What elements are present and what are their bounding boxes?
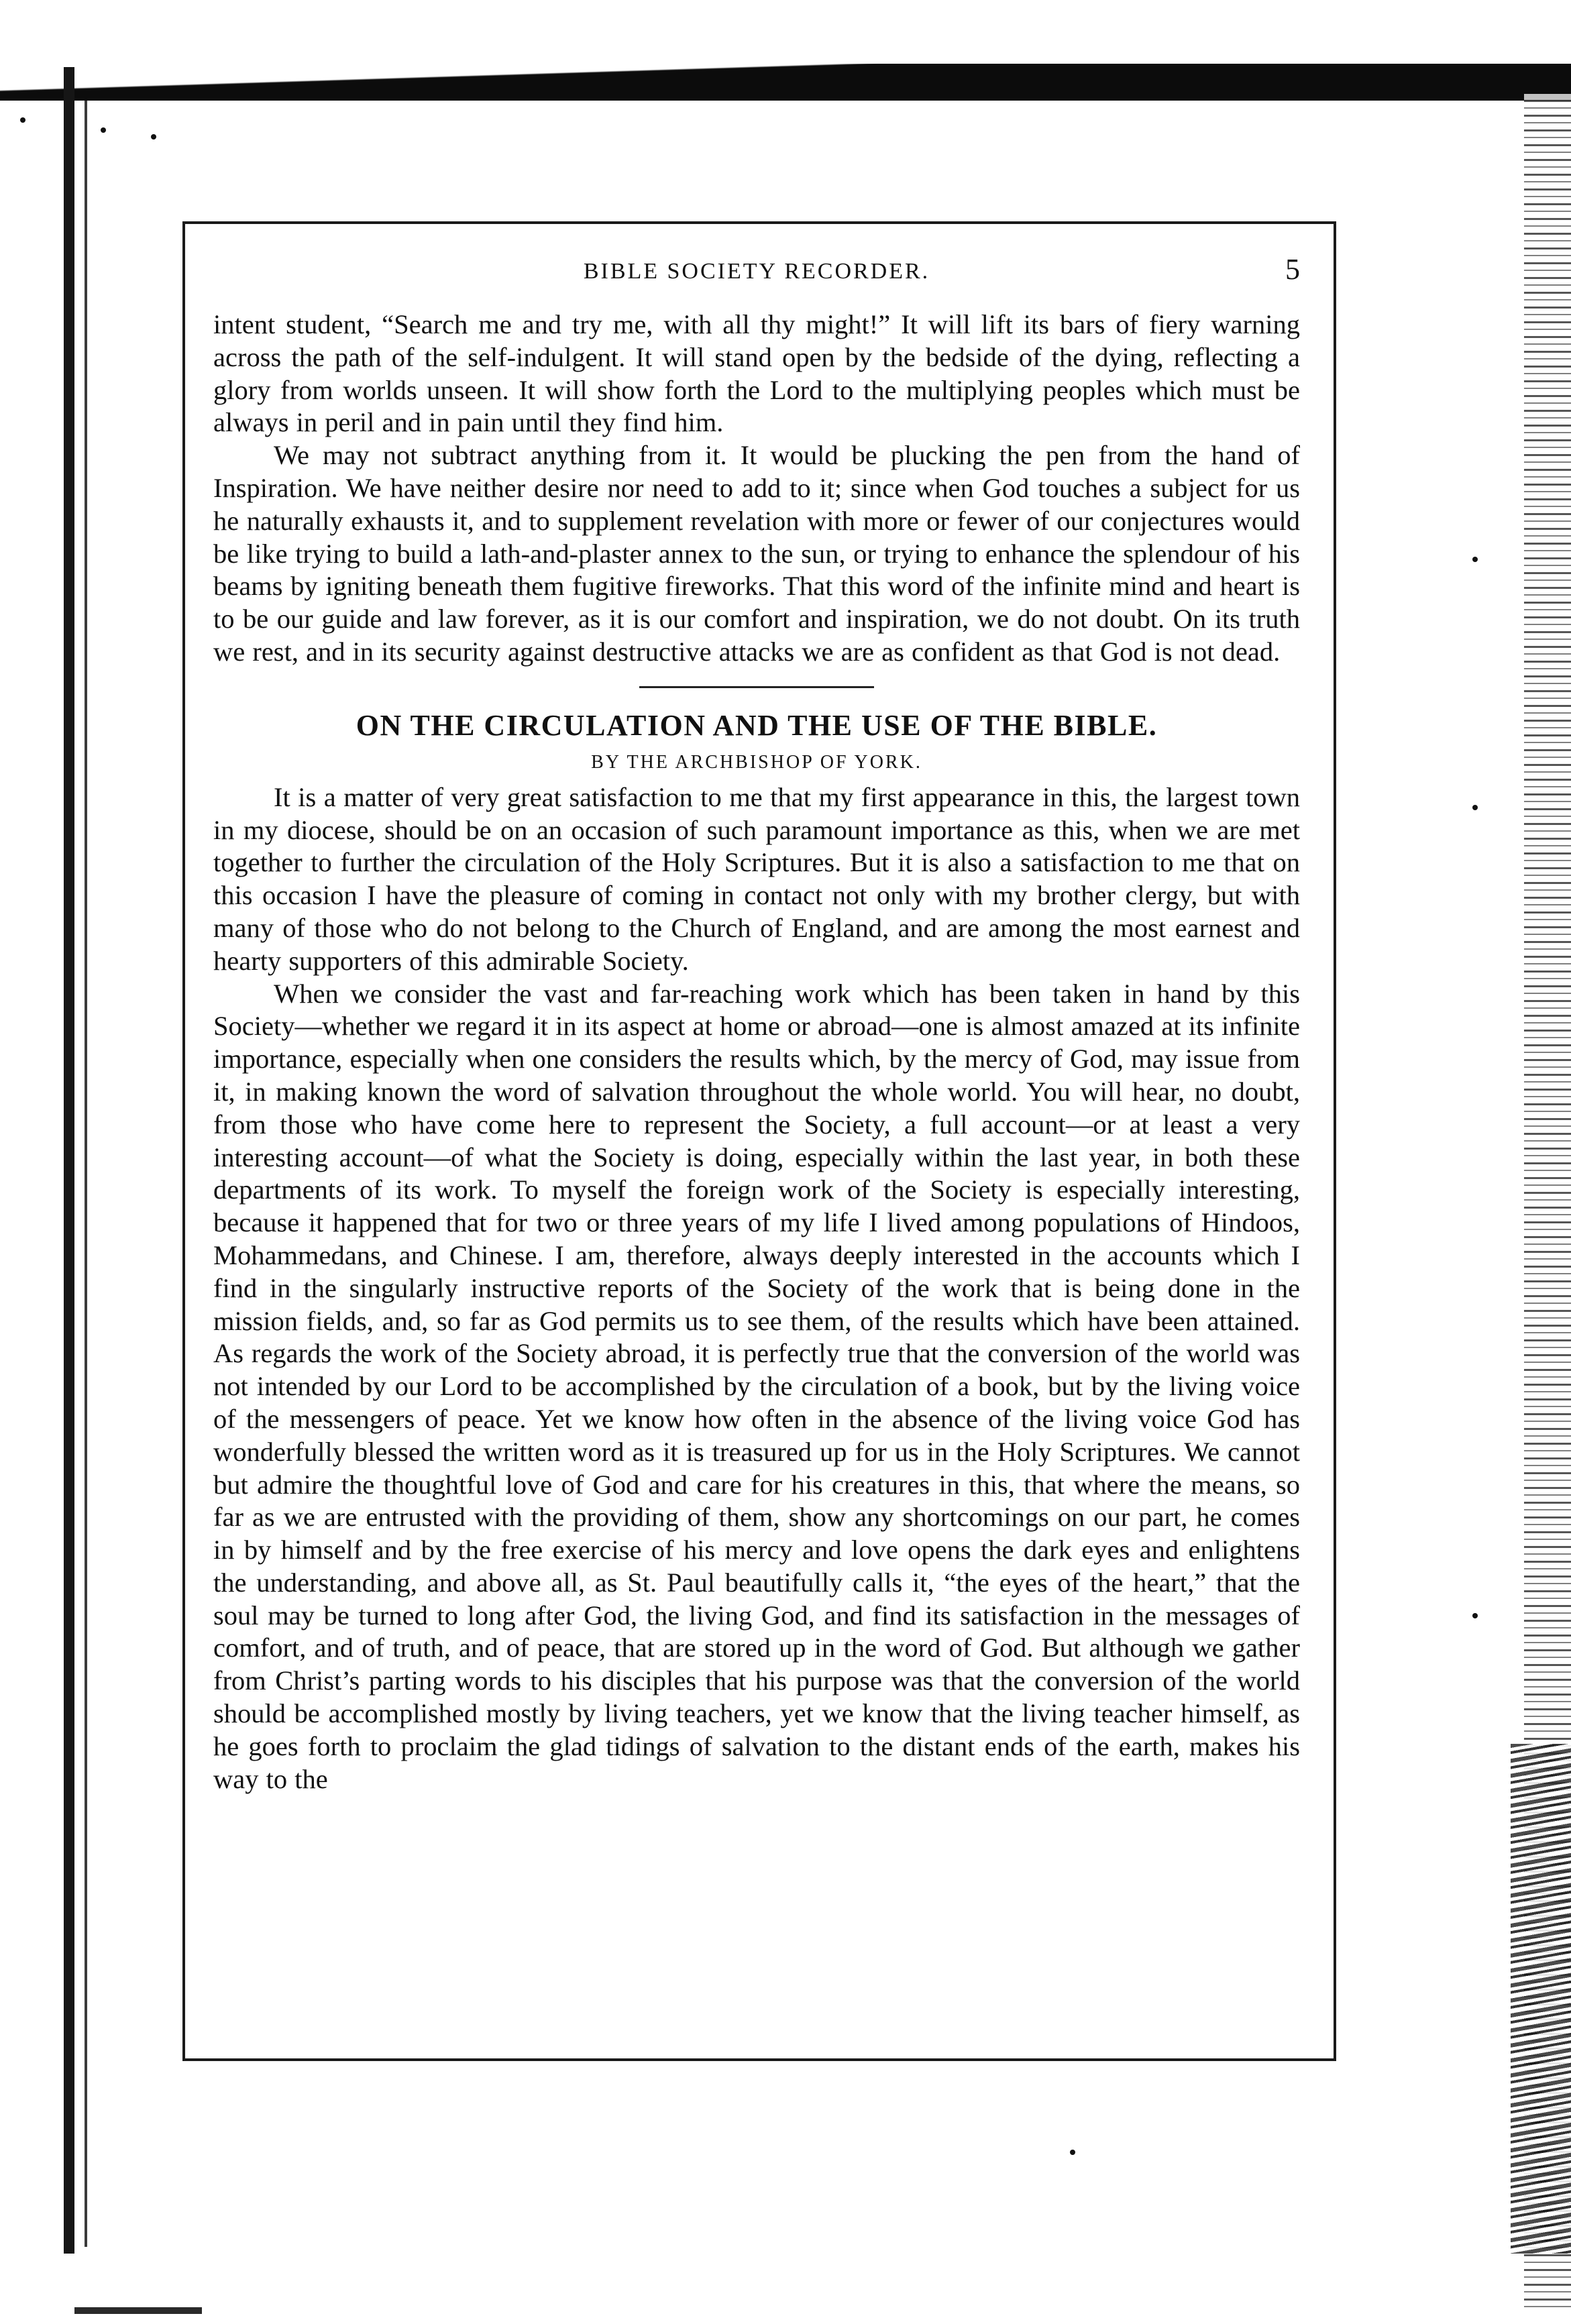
scan-speck bbox=[20, 117, 25, 123]
article-byline: BY THE ARCHBISHOP OF YORK. bbox=[591, 751, 922, 773]
article-paragraph: When we consider the vast and far-reaching work which has been taken in hand by this Society—whether we regard it in its aspect at home or abroad—one is almost amazed at its infinite importance, especially when one considers the results which, by the mercy of God, may issue from it, in making known the word of salvation throughout the whole world. You will hear, no doubt, from those who have come here to represent the Society, a full account—or at least a very interesting account—of what the Society is doing, especially within the last year, in both these departments of its work. To myself the foreign work of the Society is especially interesting, because it happened that for two or three years of my life I lived among populations of Hindoos, Mohammedans, and Chinese. I am, therefore, always deeply interested in the accounts which I find in the singularly instructive reports of the Society of the work that is being done in the mission fields, and, so far as God permits us to see them, of the results which have been attained. As regards the work of the Society abroad, it is perfectly true that the conversion of the world was not intended by our Lord to be accomplished by the circulation of a book, but by the living voice of the messengers of peace. Yet we know how often in the absence of the living voice God has wonderfully blessed the written word as it is treasured up for us in the Holy Scriptures. We cannot but admire the thoughtful love of God and care for his creatures in this, that where the means, so far as we are entrusted with the providing of them, show any shortcomings on our part, he comes in by himself and by the free exercise of his mercy and love opens the dark eyes and enlightens the understanding, and above all, as St. Paul beautifully calls it, “the eyes of the heart,” that the soul may be turned to long after God, the living God, and find its satisfaction in the messages of comfort, and of truth, and of peace, that are stored up in the word of God. But although we gather from Christ’s parting words to his disciples that his purpose was that the conversion of the world should be accomplished mostly by living teachers, yet we know that the living teacher himself, as he goes forth to proclaim the glad tidings of salvation to the distant ends of the earth, makes his way to the bbox=[213, 978, 1300, 1794]
page-header bbox=[213, 250, 1300, 296]
continuation-paragraph: We may not subtract anything from it. It would be plucking the pen from the hand of Inspiration. We have neither desire nor need to add to it; since when God touches a subject for us he naturally exhausts it, and to supplement revelation with more or fewer of our conjectures would be like trying to build a lath-and-plaster annex to the sun, or trying to enhance the splendour of his beams by igniting beneath them fugitive fireworks. That this word of the infinite mind and heart is to be our guide and law forever, as it is our comfort and inspiration, we do not doubt. On its truth we rest, and in its security against destructive attacks we are as confident as that God is not dead. bbox=[213, 440, 1300, 667]
scan-binding-left bbox=[64, 67, 74, 2254]
article-title: ON THE CIRCULATION AND THE USE OF THE BIBLE. bbox=[356, 708, 1158, 742]
scan-speck bbox=[1472, 1613, 1478, 1618]
scan-right-edge-lower bbox=[1511, 1744, 1571, 2254]
section-divider bbox=[639, 686, 874, 688]
running-head: BIBLE SOCIETY RECORDER. bbox=[583, 259, 930, 284]
scan-margin-top bbox=[0, 0, 1571, 64]
scan-speck bbox=[1070, 2150, 1075, 2155]
scan-speck bbox=[151, 134, 156, 140]
scan-speck bbox=[1472, 805, 1478, 810]
scan-speck bbox=[1472, 557, 1478, 562]
scan-binding-bottom bbox=[74, 2307, 202, 2314]
page-number: 5 bbox=[1285, 253, 1300, 286]
continuation-paragraph: intent student, “Search me and try me, with all thy might!” It will lift its bars of fiery warning across the path of the self-indulgent. It will stand open by the bedside of the dying, reflecting a glory from worlds unseen. It will show forth the Lord to the multiplying peoples which must be always in peril and in pain until they find him. bbox=[213, 309, 1300, 438]
page-content bbox=[213, 250, 1300, 1795]
article-paragraph: It is a matter of very great satisfaction to me that my first appearance in this, the largest town in my diocese, should be on an occasion of such paramount importance as this, when we are met together to further the circulation of the Holy Scriptures. But it is also a satisfaction to me that on this occasion I have the pleasure of coming in contact not only with my brother clergy, but with many of those who do not belong to the Church of England, and are among the most earnest and hearty supporters of this admirable Society. bbox=[213, 781, 1300, 976]
scan-speck bbox=[101, 127, 106, 133]
scan-binding-left-line bbox=[85, 101, 87, 2247]
